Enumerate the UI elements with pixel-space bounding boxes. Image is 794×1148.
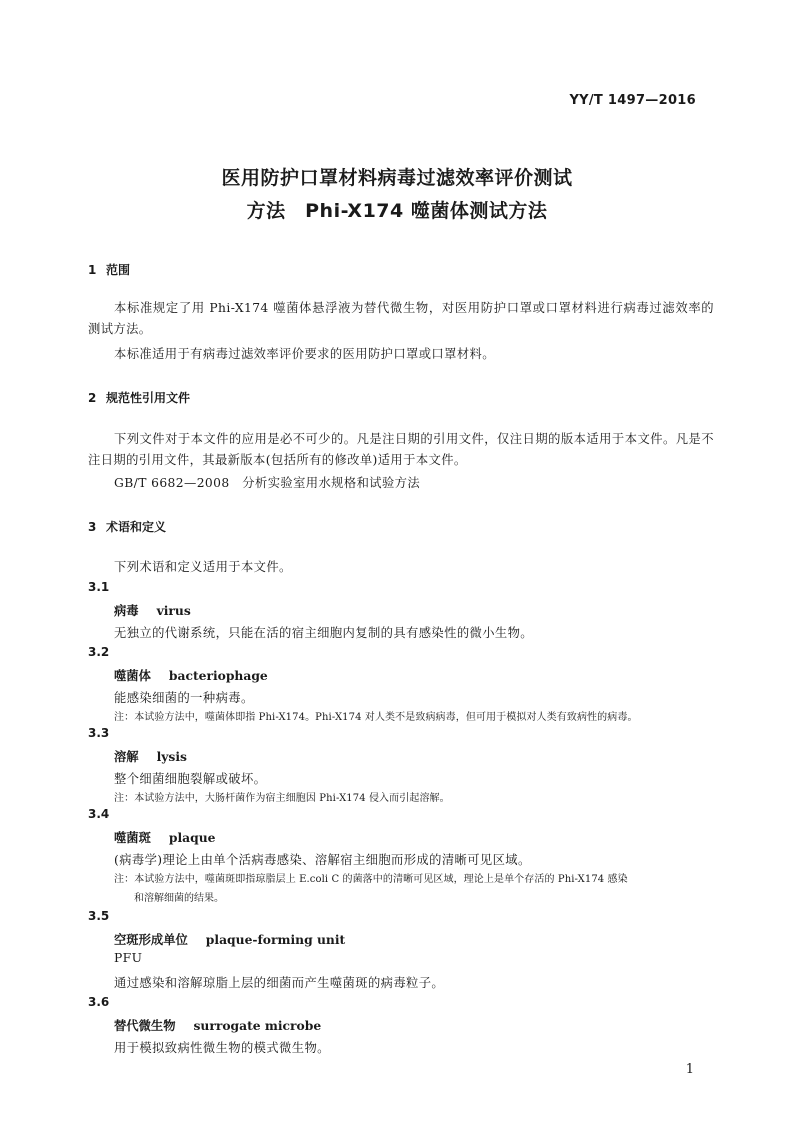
term-definition: 能感染细菌的一种病毒。 <box>114 691 254 705</box>
term-note: 注：本试验方法中，大肠杆菌作为宿主细胞因 Phi-X174 侵入而引起溶解。 <box>114 793 450 804</box>
term-number: 3.1 <box>88 580 110 594</box>
term-definition: 无独立的代谢系统，只能在活的宿主细胞内复制的具有感染性的微小生物。 <box>114 626 533 640</box>
section-number: 3 <box>88 520 97 534</box>
term-heading <box>114 601 191 619</box>
section-number: 2 <box>88 391 97 405</box>
section-title: 范围 <box>106 263 131 277</box>
term-note: 注：本试验方法中，噬菌体即指 Phi-X174。Phi-X174 对人类不是致病病毒，但可用于模拟对人类有致病性的病毒。 <box>114 712 638 723</box>
normative-reference: GB/T 6682—2008 分析实验室用水规格和试验方法 <box>114 476 421 490</box>
term-en: surrogate microbe <box>193 1018 322 1033</box>
section-number: 1 <box>88 263 97 277</box>
term-note: 注：本试验方法中，噬菌斑即指琼脂层上 E.coli C 的菌落中的清晰可见区域，理论上是单个存活的 Phi-X174 感染 <box>114 874 628 885</box>
term-number: 3.6 <box>88 995 110 1009</box>
term-zh: 溶解 <box>114 750 139 764</box>
term-en: bacteriophage <box>168 668 268 683</box>
term-number: 3.4 <box>88 807 110 821</box>
section-1-paragraph-2: 本标准适用于有病毒过滤效率评价要求的医用防护口罩或口罩材料。 <box>114 347 495 361</box>
term-zh: 噬菌体 <box>114 669 151 683</box>
section-2-heading <box>88 389 190 406</box>
term-note-continued: 和溶解细菌的结果。 <box>134 893 224 904</box>
standard-code: YY/T 1497—2016 <box>569 93 696 108</box>
section-1-heading <box>88 261 130 278</box>
section-title: 术语和定义 <box>106 520 167 534</box>
term-number: 3.2 <box>88 645 110 659</box>
term-zh: 病毒 <box>114 604 139 618</box>
section-2-paragraph-1: 下列文件对于本文件的应用是必不可少的。凡是注日期的引用文件，仅注日期的版本适用于本文件。凡是不注日期的引用文件，其最新版本(包括所有的修改单)适用于本文件。 <box>88 432 714 467</box>
term-zh: 空斑形成单位 <box>114 933 188 947</box>
term-number: 3.3 <box>88 726 110 740</box>
term-heading <box>114 747 187 765</box>
term-en: lysis <box>156 749 187 764</box>
section-title: 规范性引用文件 <box>106 391 191 405</box>
term-heading <box>114 930 345 948</box>
section-3-intro: 下列术语和定义适用于本文件。 <box>114 560 292 574</box>
section-3-heading <box>88 518 166 535</box>
term-en: virus <box>156 603 191 618</box>
section-1-paragraph-1: 本标准规定了用 Phi-X174 噬菌体悬浮液为替代微生物，对医用防护口罩或口罩材料进行病毒过滤效率的测试方法。 <box>88 301 714 336</box>
term-zh: 替代微生物 <box>114 1019 176 1033</box>
term-definition: (病毒学)理论上由单个活病毒感染、溶解宿主细胞而形成的清晰可见区域。 <box>114 853 531 867</box>
term-en: plaque <box>168 830 216 845</box>
term-definition: 用于模拟致病性微生物的模式微生物。 <box>114 1041 330 1055</box>
term-heading <box>114 1016 321 1034</box>
term-definition: 通过感染和溶解琼脂上层的细菌而产生噬菌斑的病毒粒子。 <box>114 976 445 990</box>
document-title-line1: 医用防护口罩材料病毒过滤效率评价测试 <box>221 167 573 189</box>
term-definition: 整个细菌细胞裂解或破坏。 <box>114 772 267 786</box>
term-heading <box>114 666 268 684</box>
term-abbreviation: PFU <box>114 951 143 965</box>
term-number: 3.5 <box>88 909 110 923</box>
document-title-line2: 方法 Phi-X174 噬菌体测试方法 <box>246 200 548 222</box>
page-number: 1 <box>685 1062 694 1077</box>
term-zh: 噬菌斑 <box>114 831 151 845</box>
term-heading <box>114 828 216 846</box>
term-en: plaque-forming unit <box>205 932 346 947</box>
